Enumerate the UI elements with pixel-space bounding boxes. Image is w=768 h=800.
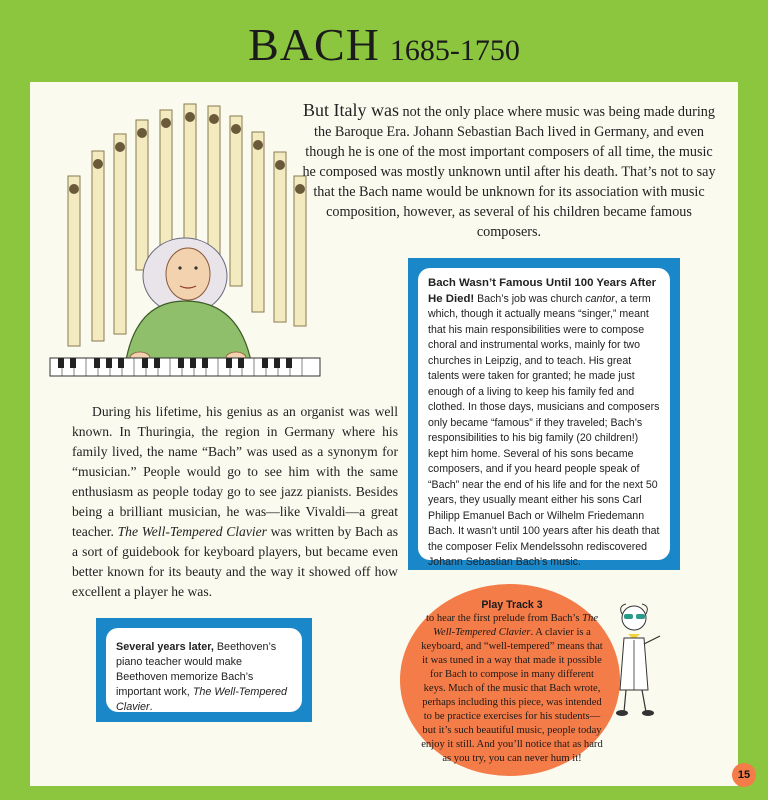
bach-organ-illustration [40,96,330,386]
title-name: BACH [248,19,380,70]
note-body: Beethoven’s piano teacher would make Beethoven memorize Bach’s important work, [116,641,277,698]
lifetime-work-title: The Well-Tempered Clavier [117,524,267,539]
intro-lead: But Italy was [303,100,399,120]
track-label[interactable]: Play Track 3 [481,599,543,611]
note-lead: Several years later, [116,641,214,653]
page-number: 15 [732,763,756,787]
track-text [420,598,604,766]
note-work-title: The Well-Tempered Clavier [116,686,288,713]
intro-text: not the only place where music was being made during the Baroque Era. Johann Sebastian Bach lived in Germany, and even though he is one of the most important composers of all time, the music he composed was mostly unknown until after his death. That’s not to say that the Bach name would be unknown for its association with music composition, however, as several of his children became famous composers. [302,104,716,240]
title-dates: 1685-1750 [389,34,520,67]
note-end: . [149,701,153,713]
conductor-character-icon [608,600,668,718]
track-text-2: . A clavier is a keyboard, and “well-tempered” means that it was tuned in a way that made it possible for Bach to compose in many different keys. Much of the music that Bach wrote, perhaps including this piece, was intended to be practice exercises for his students—but it’s such beautiful music, people today enjoy it still. And you’ll notice that as hard as you try, you can never hum it! [421,627,603,764]
track-text-1: to hear the first prelude from Bach’s [425,613,583,624]
note-card [106,628,302,712]
page-title [0,18,768,71]
sidebar-cantor: cantor [585,292,615,305]
intro-paragraph [300,100,718,242]
lifetime-text-1: During his lifetime, his genius as an organist was well known. In Thuringia, the region in Germany where his family lived, the name “Bach” was used as a synonym for “musician.” People would go to see him with the same enthusiasm as people today go to see jazz pianists. Besides being a brilliant musician, he was—like Vivaldi—a great teacher. [72,404,398,539]
lifetime-text-2: was written by Bach as a sort of guidebook for keyboard players, but became even better known for its beauty and the way it showed off how excellent a player he was. [72,524,398,599]
sidebar-text-2: , a term which, though it actually means “singer,” meant that his main responsibilities were to compose choral and instrumental works, mainly for two churches in Leipzig, and to teach. His great talents were taken for granted; he made just enough of a living to keep his family fed and clothed. In those days, musicians and composers only became “famous” if they traveled; Bach’s responsibilities to his big family (20 children!) kept him home. Several of his sons became composers, and if you heard people speak of “Bach” near the end of his life and for the next 50 years, they usually meant either his sons Carl Philipp Emanuel Bach or Wilhelm Friedemann Bach. It wasn’t until 100 years after his death that the composer Felix Mendelssohn rediscovered Johann Sebastian Bach’s music. [428,292,660,568]
sidebar-heading: Bach Wasn’t Famous Until 100 Years After He Died! [428,277,657,305]
track-work-title: The Well-Tempered Clavier [433,613,599,638]
sidebar-text-1: Bach’s job was church [474,292,586,305]
lifetime-paragraph [72,402,398,602]
sidebar-card [418,268,670,568]
